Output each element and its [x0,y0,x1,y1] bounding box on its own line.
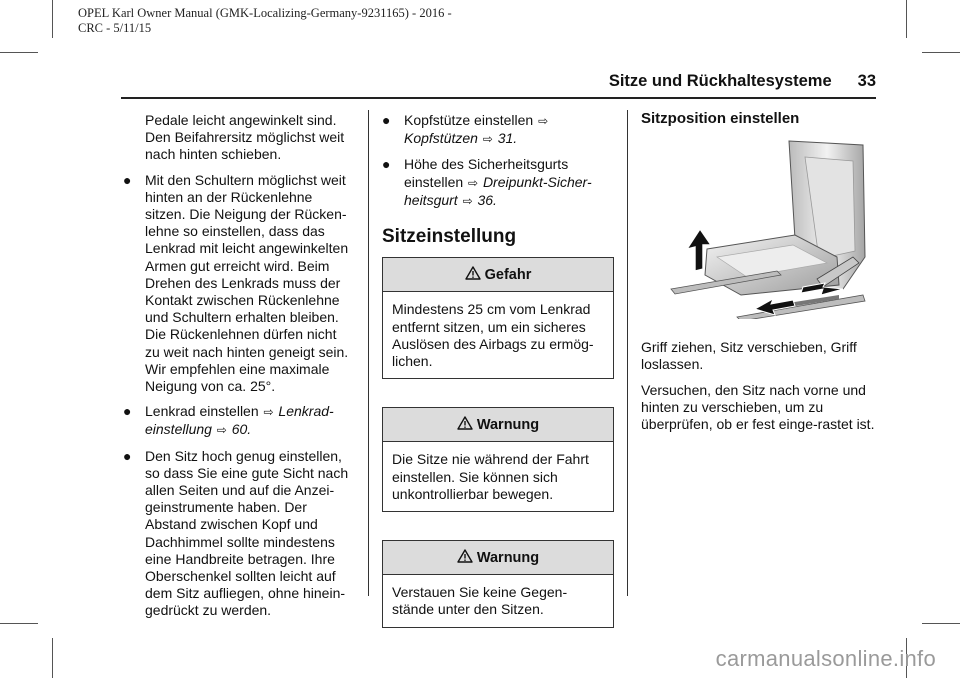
seat-adjustment-illustration [667,139,867,319]
list-item [123,172,355,396]
list-item-text: Lenkrad einstellen [145,403,259,420]
cross-reference-link[interactable]: Dreipunkt-Sicher-heitsgurt [404,173,592,208]
arrow-icon: ⇨ [462,193,473,208]
warning-box [382,407,614,512]
arrow-icon: ⇨ [468,175,479,190]
arrow-icon: ⇨ [216,423,227,438]
box-label: Warnung [476,550,540,567]
bullet-marker: ● [123,403,132,420]
box-body: Mindestens 25 cm vom Lenkrad entfernt sitzen, um ein sicheres Auslösen des Airbags zu ermög-lichen. [392,301,594,370]
section-title: Sitze und Rückhaltesysteme [608,72,832,90]
list-item-text: Mit den Schultern möglichst weit hinten an der Rückenlehne sitzen. Die Neigung der Rücken-lehne so einstellen, dass das Lenkrad mit leicht angewinkelten Armen gut erreicht wird. Beim Drehen des Lenkrads muss der Kontakt zwischen Rückenlehne und Schultern erhalten bleiben. Die Rückenlehnen dürfen nicht zu weit nach hinten geneigt sein. Wir empfehlen eine maximale Neigung von ca. 25°. [145,171,349,395]
column-1 [123,112,355,628]
crop-mark [0,52,38,53]
intro-paragraph: Pedale leicht angewinkelt sind. Den Beifahrersitz möglichst weit nach hinten schieben. [145,112,345,163]
danger-box [382,257,614,379]
page-reference-link[interactable]: 60. [231,421,252,438]
bullet-marker: ● [123,171,132,188]
page-number: 33 [857,72,876,90]
list-item [123,403,355,439]
box-header [383,258,613,292]
column-2 [382,112,614,642]
arrow-icon: ⇨ [482,132,493,147]
list-item [382,112,614,148]
document-meta: OPEL Karl Owner Manual (GMK-Localizing-Germany-9231165) - 2016 - CRC - 5/11/15 [78,6,452,35]
cross-reference-link[interactable]: Kopfstützen [404,130,478,147]
section-heading: Sitzeinstellung [382,226,517,248]
list-item-text: Höhe des Sicherheitsgurts einstellen [404,156,569,190]
bullet-marker: ● [382,156,391,173]
page-header [560,72,876,91]
column-3 [641,110,881,441]
box-label: Gefahr [484,267,532,284]
warning-triangle-icon [457,549,473,563]
subsection-heading: Sitzposition einstellen [641,110,800,127]
page-reference-link[interactable]: 31. [497,130,518,147]
list-item [123,448,355,620]
crop-mark [922,52,960,53]
list-item-text: Den Sitz hoch genug einstellen, so dass Sie eine gute Sicht nach allen Seiten und auf die Anzei-geinstrumente haben. Der Abstand zwischen Kopf und Dachhimmel sollte mindestens eine Handbreite betragen. Ihre Oberschenkel sollten leicht auf dem Sitz aufliegen, ohne hinein-gedrückt zu werden. [145,447,349,619]
warning-triangle-icon [465,266,481,280]
column-divider [368,110,369,596]
box-label: Warnung [476,417,540,434]
arrow-icon: ⇨ [263,405,274,420]
box-body: Die Sitze nie während der Fahrt einstellen. Sie können sich unkontrollierbar bewegen. [392,451,589,502]
box-body: Verstauen Sie keine Gegen-stände unter den Sitzen. [392,584,568,618]
paragraph: Griff ziehen, Sitz verschieben, Griff loslassen. [641,339,857,373]
crop-mark [922,623,960,624]
bullet-marker: ● [382,112,391,128]
box-header [383,541,613,575]
warning-triangle-icon [457,416,473,430]
page-reference-link[interactable]: 36. [477,191,497,208]
watermark-logo: carmanualsonline.info [715,646,936,671]
arrow-icon: ⇨ [538,114,549,128]
crop-mark [52,638,53,678]
bullet-marker: ● [123,447,132,464]
list-item [382,156,614,210]
header-rule [121,97,876,99]
column-divider [627,110,628,596]
crop-mark [906,0,907,38]
paragraph: Versuchen, den Sitz nach vorne und hinten zu verschieben, um zu überprüfen, ob er fest einge-rastet ist. [641,381,875,433]
warning-box [382,540,614,628]
list-item-text: Kopfstütze einstellen [404,112,534,128]
crop-mark [0,623,38,624]
cross-reference-link[interactable]: Lenkrad-einstellung [145,403,334,438]
crop-mark [52,0,53,38]
box-header [383,408,613,442]
